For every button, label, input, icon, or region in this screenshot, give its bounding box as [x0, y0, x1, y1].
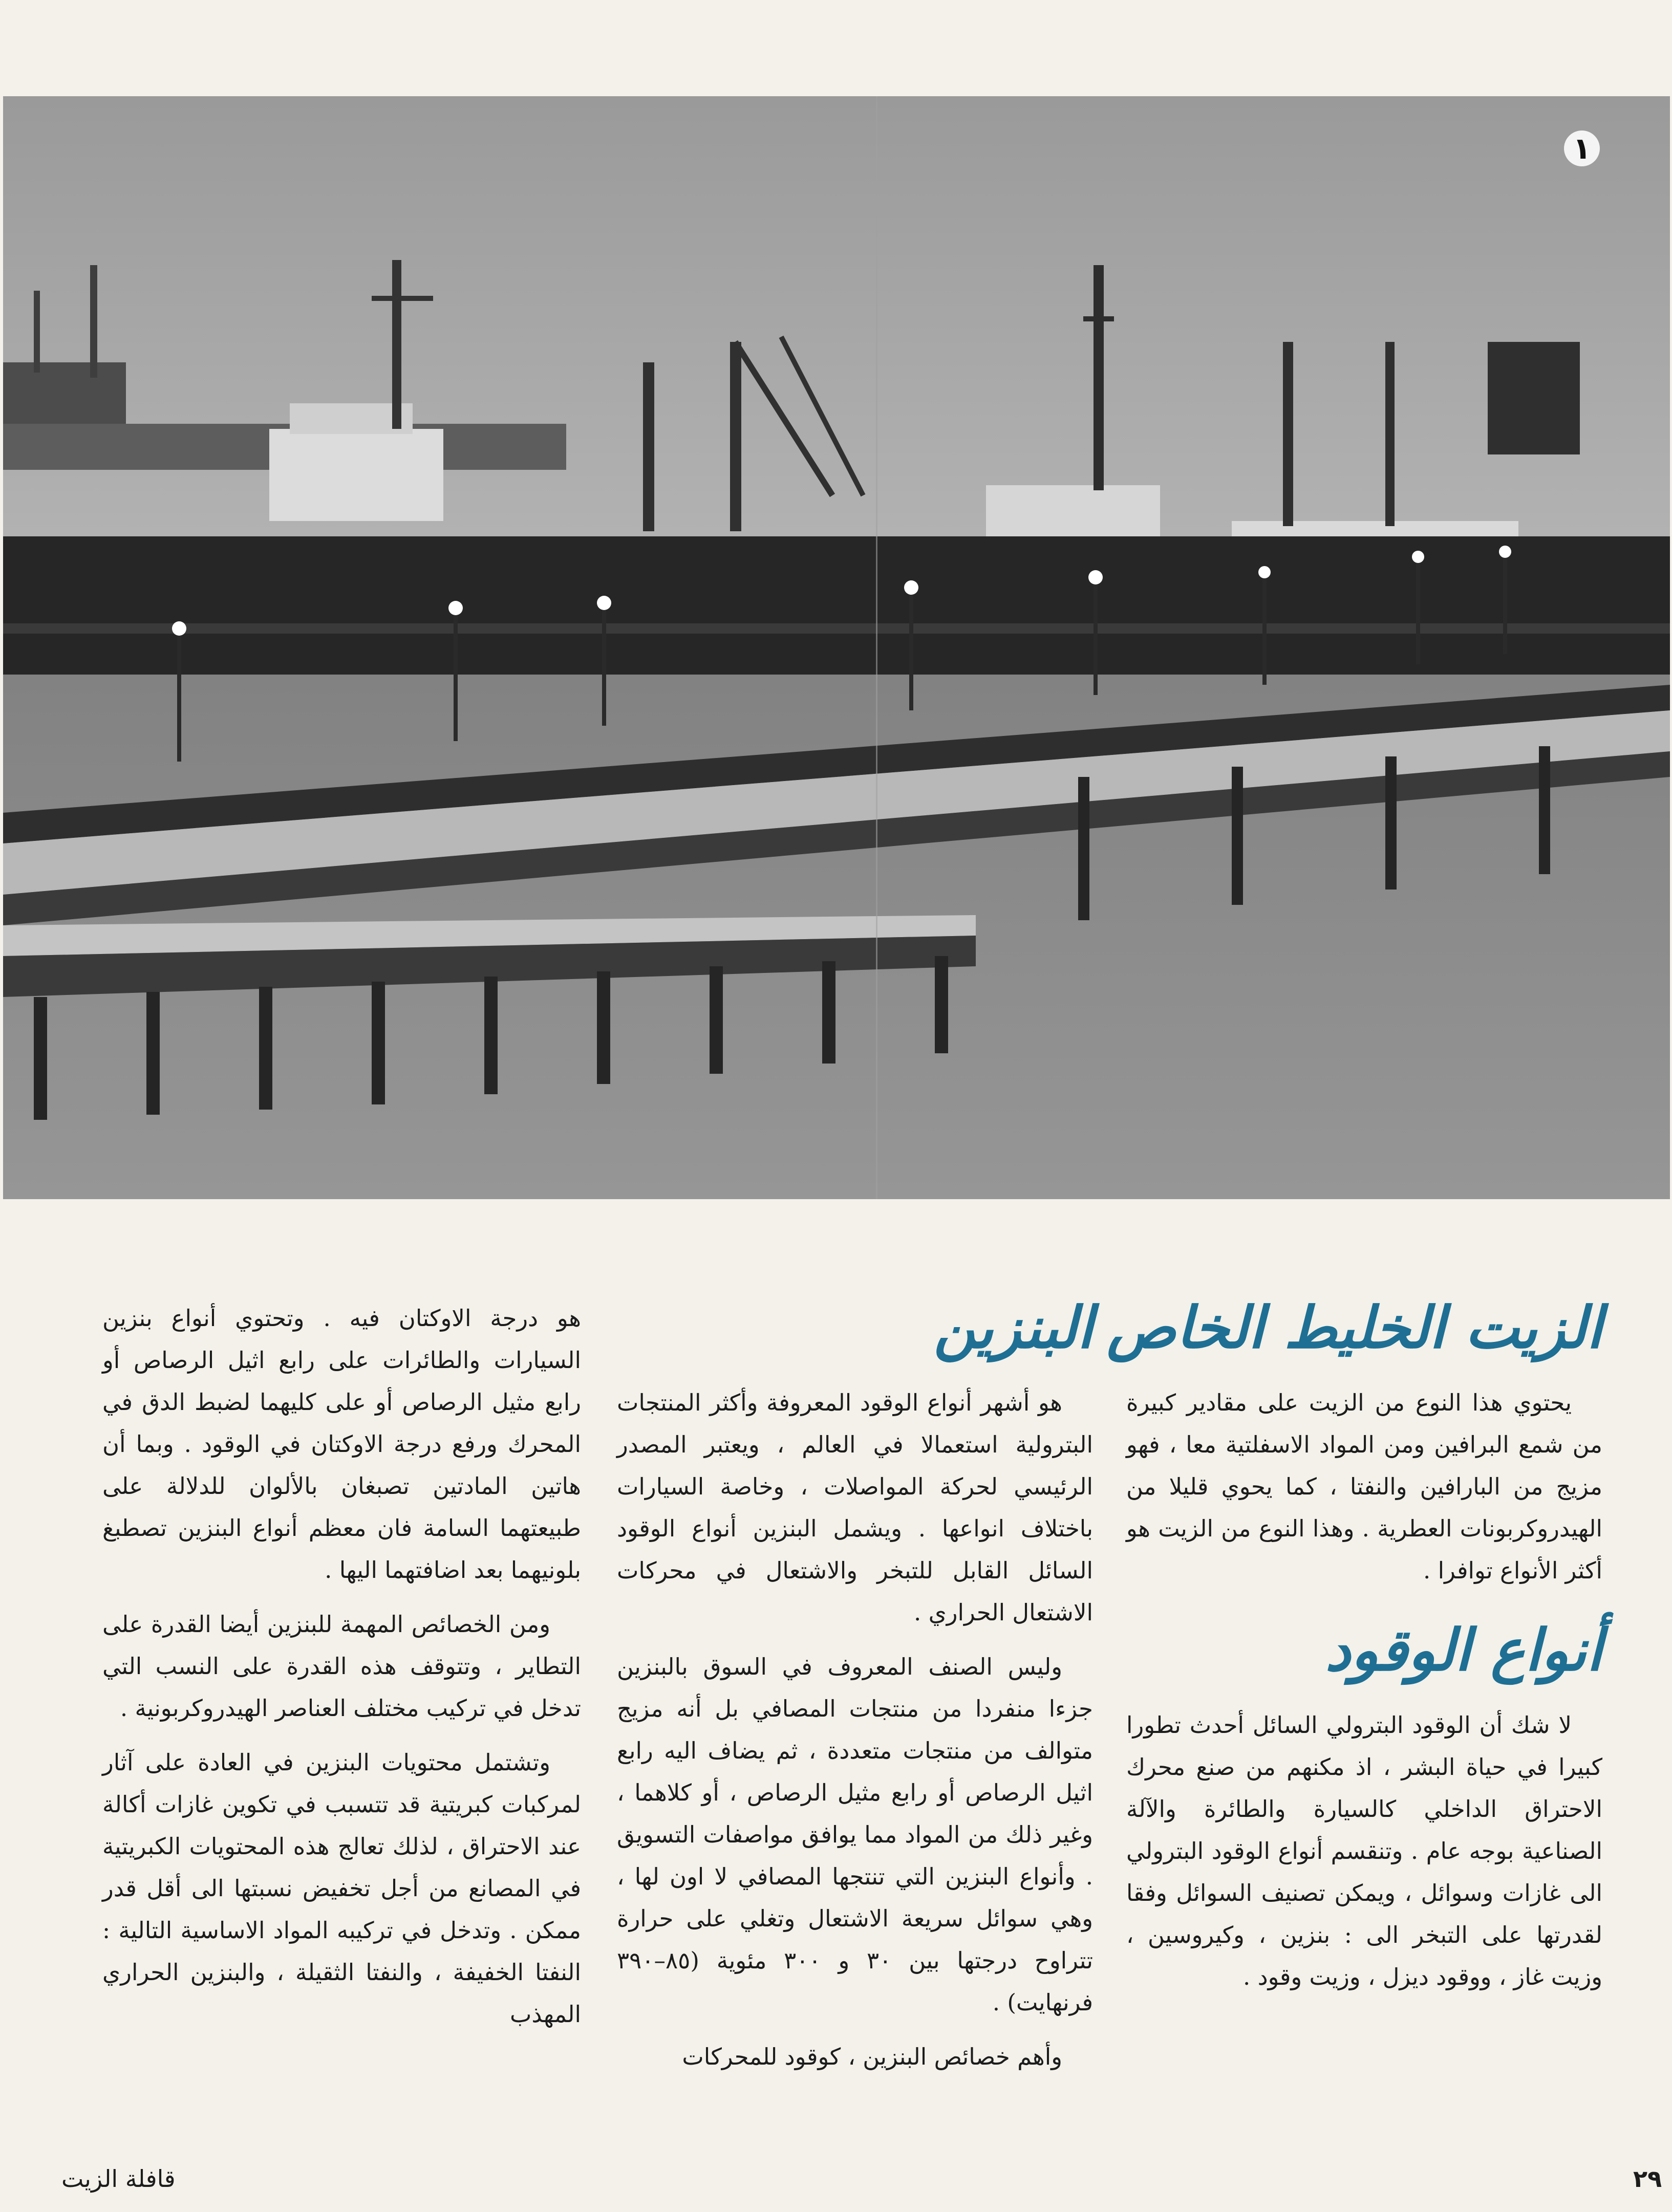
paragraph-gasoline-cont-2: ومن الخصائص المهمة للبنزين أيضا القدرة على التطاير ، وتتوقف هذه القدرة على النسب التي تدخل في تركيب مختلف العناصر الهيدروكربونية .	[102, 1611, 581, 1722]
paragraph-gasoline-3: وأهم خصائص البنزين ، كوقود للمحركات	[682, 2043, 1062, 2070]
column-middle	[617, 1290, 1093, 2090]
harbor-tankers-photo-icon	[3, 96, 1670, 1199]
magazine-name: قافلة الزيت	[61, 2165, 176, 2193]
paragraph-gasoline-1: هو أشهر أنواع الوقود المعروفة وأكثر المنتجات البترولية استعمالا في العالم ، ويعتبر المصدر الرئيسي لحركة المواصلات ، وخاصة السيارات باختلاف انواعها . ويشمل البنزين أنواع الوقود السائل القابل للتبخر والاشتعال في محركات الاشتعال الحراري .	[617, 1389, 1093, 1626]
paragraph-gasoline-2: وليس الصنف المعروف في السوق بالبنزين جزءا منفردا من منتجات المصافي بل أنه مزيج متوالف من منتجات متعددة ، ثم يضاف اليه رابع اثيل الرصاص أو رابع مثيل الرصاص ، أو كلاهما ، وغير ذلك من المواد مما يوافق مواصفات التسويق . وأنواع البنزين التي تنتجها المصافي لا اون لها ، وهي سوائل سريعة الاشتعال وتغلي على حرارة تتراوح درجتها بين ٣٠ و ٣٠٠ مئوية (٨٥–٣٩٠ فرنهايت) .	[617, 1653, 1094, 2016]
photo-number-badge: ١	[1564, 131, 1600, 166]
heading-gasoline: البنزين	[933, 1294, 1093, 1361]
heading-fuel-types: أنواع الوقود	[1325, 1617, 1602, 1684]
column-right	[1107, 1290, 1602, 2010]
heading-mixed-oil: الزيت الخليط الخاص	[1107, 1294, 1602, 1361]
paragraph-mixed-oil: يحتوي هذا النوع من الزيت على مقادير كبيرة من شمع البرافين ومن المواد الاسفلتية معا ، فهو مزيج من البارافين والنفتا ، كما يحوي قليلا من الهيدروكربونات العطرية . وهذا النوع من الزيت هو أكثر الأنواع توافرا .	[1126, 1389, 1602, 1584]
harbor-photo	[3, 96, 1670, 1199]
paragraph-gasoline-cont-1: هو درجة الاوكتان فيه . وتحتوي أنواع بنزين السيارات والطائرات على رابع اثيل الرصاص أو رابع مثيل الرصاص أو على كليهما لضبط الدق في المحرك ورفع درجة الاوكتان في الوقود . وبما أن هاتين المادتين تصبغان بالألوان للدلالة على طبيعتهما السامة فان معظم أنواع البنزين تصطبغ بلونيهما بعد اضافتهما اليها .	[102, 1305, 581, 1584]
column-left	[102, 1297, 581, 2048]
paragraph-fuel-types: لا شك أن الوقود البترولي السائل أحدث تطورا كبيرا في حياة البشر ، اذ مكنهم من صنع محرك الاحتراق الداخلي كالسيارة والطائرة والآلة الصناعية بوجه عام . وتنقسم أنواع الوقود البترولي الى غازات وسوائل ، ويمكن تصنيف السوائل وفقا لقدرتها على التبخر الى : بنزين ، وكيروسين ، وزيت غاز ، ووقود ديزل ، وزيت وقود .	[1126, 1711, 1602, 1990]
paragraph-gasoline-cont-3: وتشتمل محتويات البنزين في العادة على آثار لمركبات كبريتية قد تتسبب في تكوين غازات أكالة عند الاحتراق ، لذلك تعالج هذه المحتويات الكبريتية في المصانع من أجل تخفيض نسبتها الى أقل قدر ممكن . وتدخل في تركيبه المواد الاساسية التالية : النفتا الخفيفة ، والنفتا الثقيلة ، والبنزين الحراري المهذب	[102, 1749, 581, 2028]
page-number: ٢٩	[1633, 2165, 1662, 2193]
